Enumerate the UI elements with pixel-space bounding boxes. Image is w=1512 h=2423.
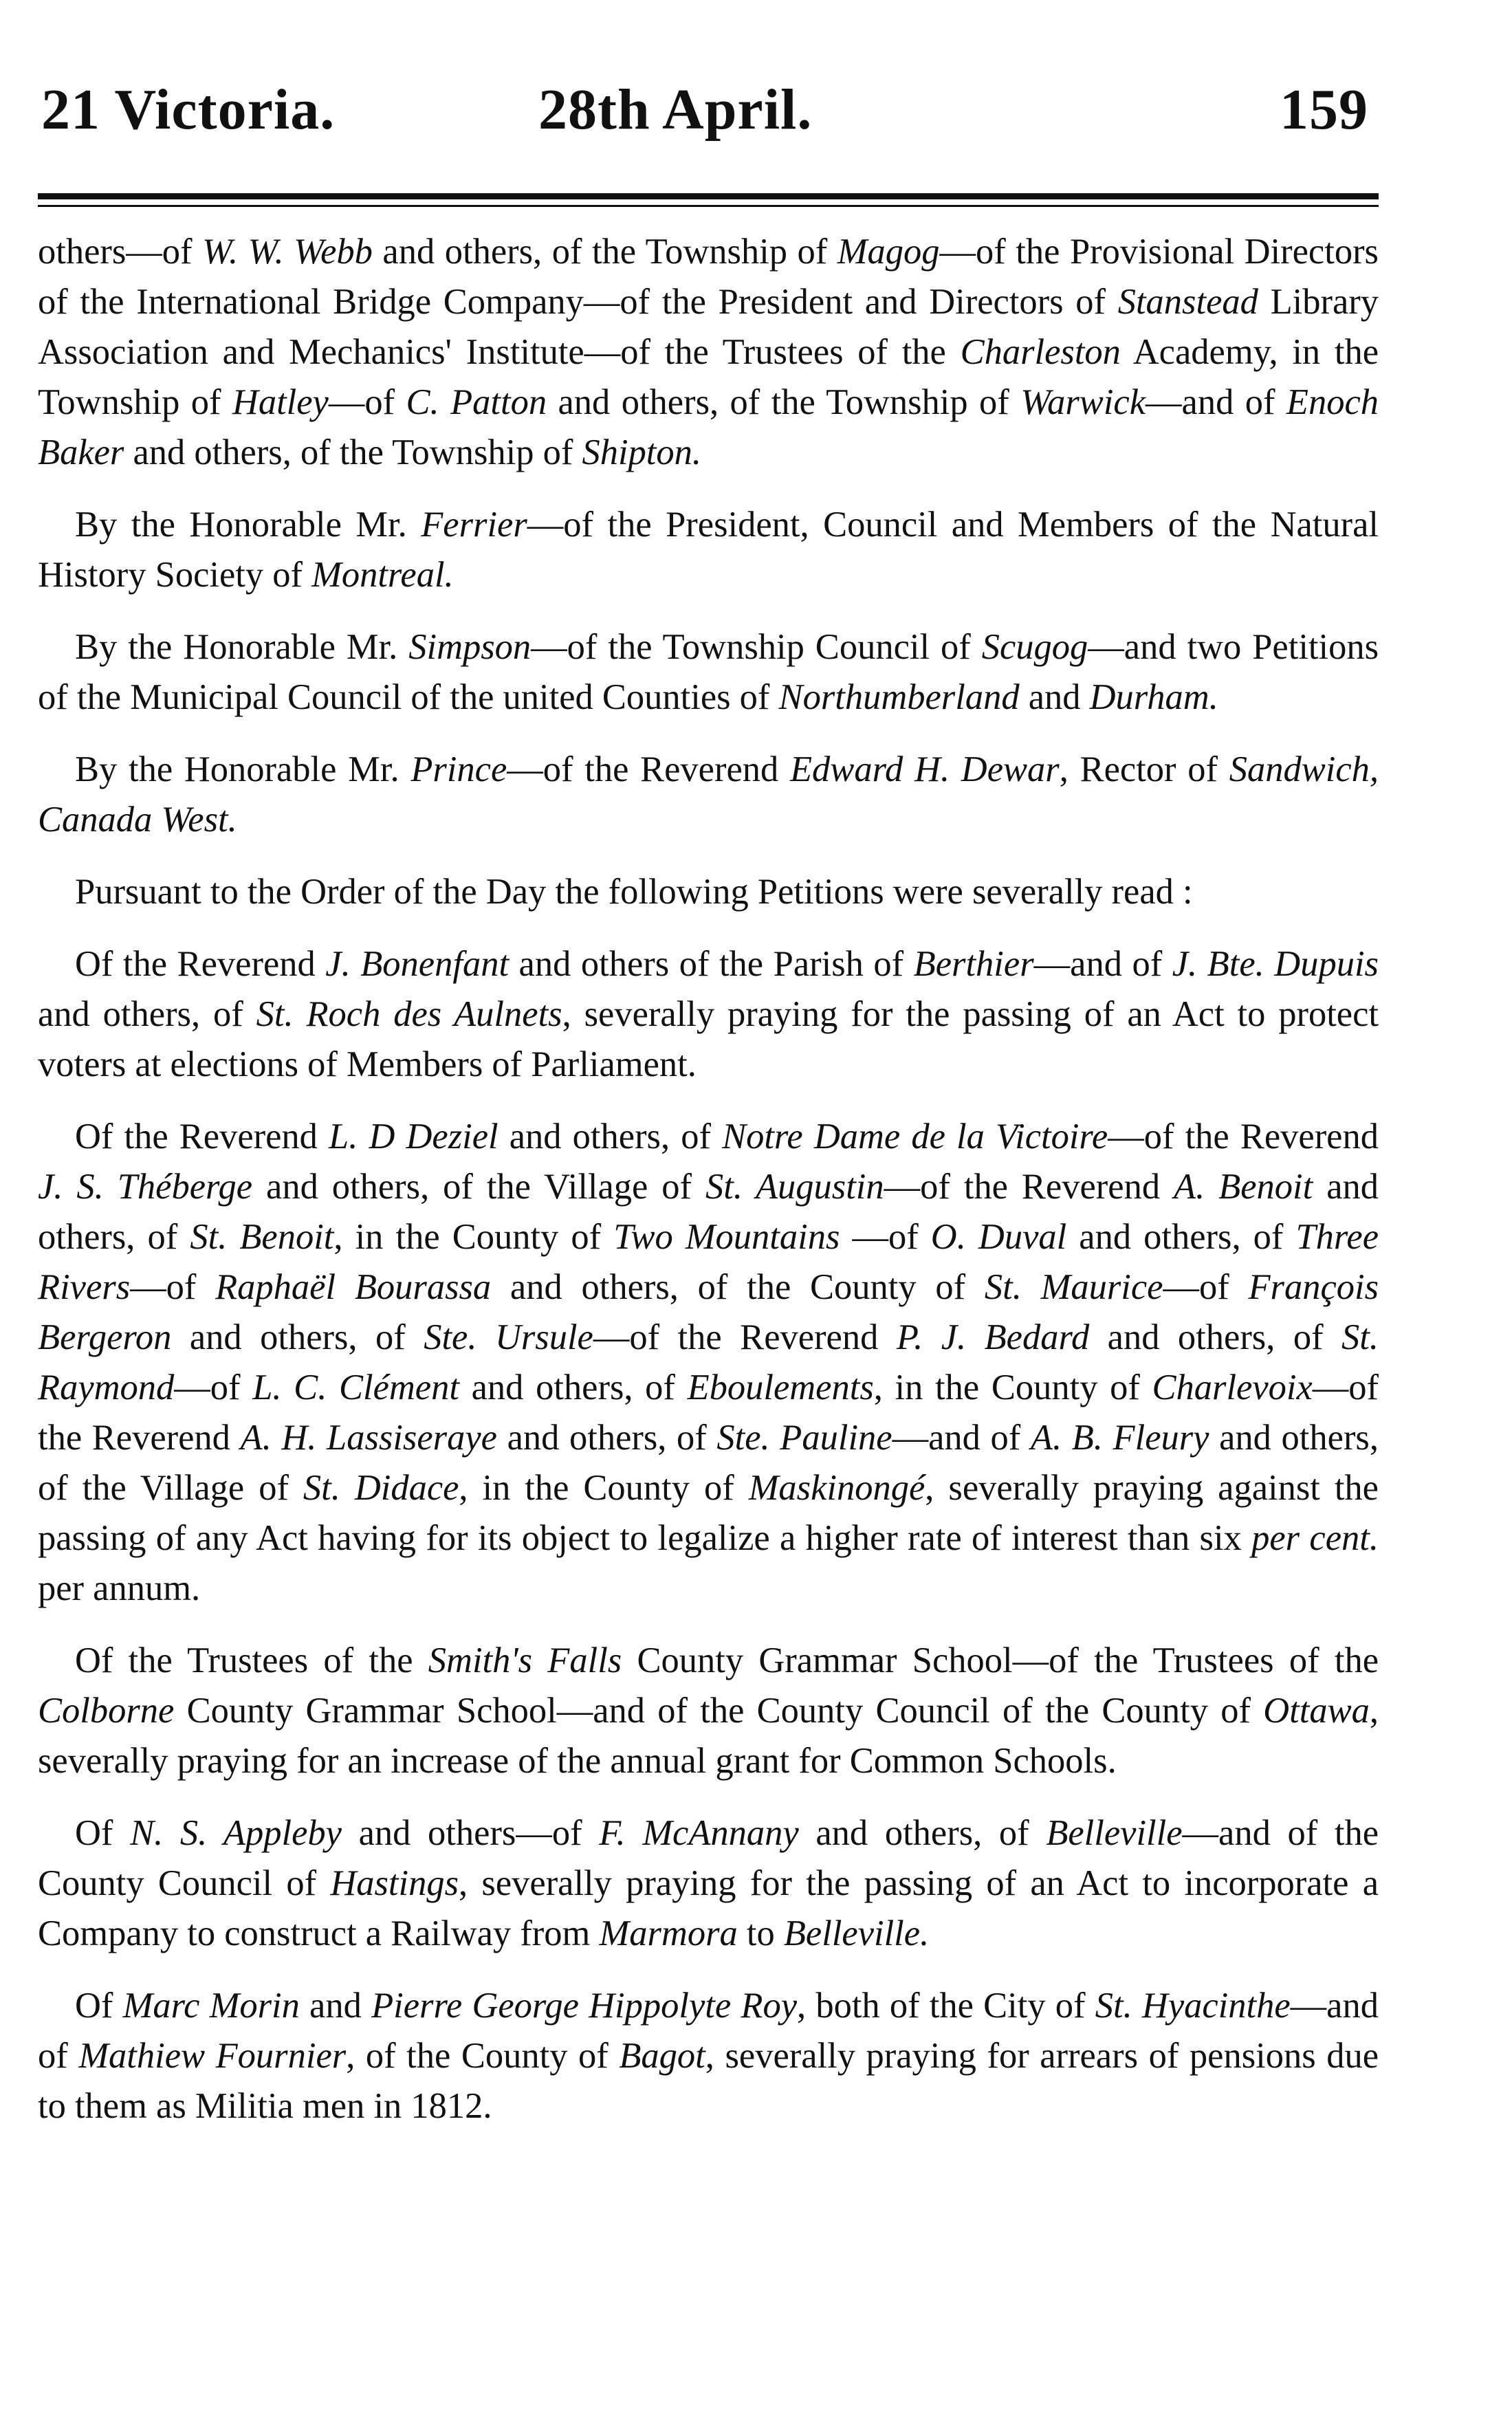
italic-name-run: P. J. Bedard — [896, 1317, 1090, 1357]
paragraph — [38, 1808, 1379, 1959]
text-run: , severally praying for the passing of an Act to protect voters at elections of Members of Parliament. — [38, 994, 1379, 1084]
italic-name-run: per cent. — [1251, 1518, 1379, 1558]
page-header — [41, 69, 1368, 151]
paragraph — [38, 1112, 1379, 1614]
text-run: , Rector of — [1059, 749, 1229, 789]
text-run: per annum. — [38, 1568, 201, 1608]
text-run: —of the Reverend — [507, 749, 790, 789]
italic-name-run: Edward H. Dewar — [789, 749, 1060, 789]
paragraph — [38, 867, 1379, 917]
text-run: and others, of — [798, 1813, 1047, 1853]
italic-name-run: F. McAnnany — [599, 1813, 799, 1853]
text-run: By the Honorable Mr. — [75, 749, 411, 789]
italic-name-run: Two Mountains — [613, 1217, 840, 1257]
text-run: —and of — [1033, 944, 1172, 984]
italic-name-run: A. Benoit — [1174, 1167, 1313, 1207]
italic-name-run: Ste. Ursule — [424, 1317, 593, 1357]
text-run: , in the County of — [873, 1368, 1152, 1407]
italic-name-run: St. Maurice — [984, 1267, 1163, 1307]
header-regnal-year: 21 Victoria. — [41, 78, 336, 142]
italic-name-run: Three Rivers — [38, 1217, 1379, 1307]
italic-name-run: C. Patton — [406, 382, 547, 422]
text-run: , severally praying for the passing of an Act to incorporate a Company to construct a Railway from — [38, 1863, 1379, 1953]
text-run: and others, of the Township of — [372, 232, 837, 272]
text-run: County Grammar School—of the Trustees of the — [622, 1641, 1379, 1680]
italic-name-run: Ste. Pauline — [716, 1418, 892, 1458]
text-run: —of the Reverend — [1108, 1117, 1379, 1156]
italic-name-run: Enoch Baker — [38, 382, 1379, 472]
header-date: 28th April. — [538, 78, 813, 142]
text-run: By the Honorable Mr. — [75, 505, 421, 545]
text-run: —of — [130, 1267, 216, 1307]
italic-name-run: Bagot — [619, 2036, 705, 2076]
text-run: Of — [75, 1813, 131, 1853]
text-run: and others, of — [38, 1167, 1379, 1257]
text-run: By the Honorable Mr. — [75, 627, 409, 667]
text-run: Library Association and Mechanics' Institute—of the Trustees of the — [38, 282, 1379, 372]
text-run: —of the Reverend — [884, 1167, 1174, 1207]
text-run: —of — [1163, 1267, 1249, 1307]
italic-name-run: Stanstead — [1117, 282, 1258, 322]
italic-name-run: St. Roch des Aulnets — [256, 994, 562, 1034]
body-text — [38, 227, 1379, 2153]
italic-name-run: Scugog — [981, 627, 1088, 667]
text-run: and others, of — [1066, 1217, 1296, 1257]
italic-name-run: Pierre George Hippolyte Roy — [371, 1986, 797, 2026]
text-run: and others, of the County of — [491, 1267, 985, 1307]
italic-name-run: Belleville — [1046, 1813, 1183, 1853]
text-run: —and of — [38, 1986, 1379, 2076]
text-run: —of the Reverend — [38, 1368, 1379, 1458]
paragraph — [38, 1981, 1379, 2131]
italic-name-run: Mathiew Fournier — [78, 2036, 347, 2076]
paragraph — [38, 939, 1379, 1090]
text-run: —and two Petitions of the Municipal Council of the united Counties of — [38, 627, 1379, 717]
text-run: and others, of — [459, 1368, 688, 1407]
text-run: , in the County of — [333, 1217, 614, 1257]
text-run: —of the Reverend — [593, 1317, 897, 1357]
italic-name-run: Simpson — [408, 627, 532, 667]
text-run: County Grammar School—and of the County Council of the County of — [174, 1691, 1264, 1731]
italic-name-run: Warwick — [1020, 382, 1146, 422]
italic-name-run: Eboulements — [687, 1368, 874, 1407]
italic-name-run: L. D Deziel — [329, 1117, 498, 1156]
italic-name-run: N. S. Appleby — [130, 1813, 342, 1853]
text-run: , of the County of — [346, 2036, 620, 2076]
text-run: and others, of the Township of — [124, 432, 582, 472]
text-run: Of the Reverend — [75, 944, 326, 984]
italic-name-run: L. C. Clément — [252, 1368, 459, 1407]
italic-name-run: Ferrier — [421, 505, 527, 545]
italic-name-run: Prince — [410, 749, 507, 789]
text-run: and others of the Parish of — [509, 944, 914, 984]
text-run: —of — [328, 382, 406, 422]
paragraph — [38, 622, 1379, 723]
paragraph — [38, 745, 1379, 845]
italic-name-run: Durham. — [1089, 677, 1218, 717]
italic-name-run: O. Duval — [930, 1217, 1067, 1257]
italic-name-run: Sandwich, Canada West. — [38, 749, 1379, 840]
italic-name-run: Marc Morin — [122, 1986, 300, 2026]
text-run: , both of the City of — [797, 1986, 1095, 2026]
italic-name-run: St. Hyacinthe — [1095, 1986, 1291, 2026]
text-run: and others, of the Village of — [252, 1167, 705, 1207]
text-run: —of — [174, 1368, 253, 1407]
italic-name-run: Marmora — [599, 1914, 738, 1953]
italic-name-run: François Bergeron — [38, 1267, 1379, 1357]
text-run: and others, of — [38, 994, 256, 1034]
italic-name-run: Ottawa — [1263, 1691, 1370, 1731]
paragraph — [38, 227, 1379, 478]
italic-name-run: J. Bonenfant — [325, 944, 510, 984]
header-page-number: 159 — [1280, 78, 1368, 142]
italic-name-run: St. Augustin — [705, 1167, 884, 1207]
text-run: , severally praying for arrears of pensions due to them as Militia men in 1812. — [38, 2036, 1379, 2126]
header-rule-thin — [38, 205, 1379, 207]
text-run: —of the Provisional Directors of the International Bridge Company—of the President and Directors of — [38, 232, 1379, 322]
italic-name-run: A. B. Fleury — [1030, 1418, 1209, 1458]
text-run: —and of the County Council of — [38, 1813, 1379, 1903]
italic-name-run: Colborne — [38, 1691, 175, 1731]
italic-name-run: Maskinongé — [748, 1468, 925, 1508]
text-run: , severally praying against the passing of any Act having for its object to legalize a higher rate of interest than six — [38, 1468, 1379, 1558]
text-run: Pursuant to the Order of the Day the following Petitions were severally read : — [75, 872, 1193, 912]
text-run: and — [1019, 677, 1090, 717]
text-run: and others, of the Township of — [547, 382, 1021, 422]
italic-name-run: Smith's Falls — [428, 1641, 622, 1680]
text-run: to — [737, 1914, 784, 1953]
text-run: and others, of the Village of — [38, 1418, 1379, 1508]
italic-name-run: Notre Dame de la Victoire — [722, 1117, 1108, 1156]
text-run: —of — [840, 1217, 931, 1257]
italic-name-run: A. H. Lassiseraye — [240, 1418, 497, 1458]
text-run: Academy, in the Township of — [38, 332, 1379, 422]
italic-name-run: Hastings — [330, 1863, 459, 1903]
italic-name-run: Shipton. — [582, 432, 702, 472]
italic-name-run: J. S. Théberge — [38, 1167, 253, 1207]
italic-name-run: St. Didace — [303, 1468, 459, 1508]
italic-name-run: St. Benoit — [190, 1217, 334, 1257]
italic-name-run: Northumberland — [778, 677, 1020, 717]
text-run: Of the Reverend — [75, 1117, 329, 1156]
italic-name-run: J. Bte. Dupuis — [1172, 944, 1379, 984]
text-run: others—of — [38, 232, 203, 272]
text-run: —and of — [1146, 382, 1286, 422]
italic-name-run: Montreal. — [311, 555, 454, 595]
italic-name-run: W. W. Webb — [202, 232, 373, 272]
italic-name-run: Charleston — [960, 332, 1121, 372]
italic-name-run: Berthier — [913, 944, 1034, 984]
text-run: —of the Township Council of — [531, 627, 982, 667]
text-run: —and of — [892, 1418, 1031, 1458]
italic-name-run: Hatley — [232, 382, 329, 422]
text-run: , severally praying for an increase of the annual grant for Common Schools. — [38, 1691, 1379, 1781]
text-run: —of the President, Council and Members of the Natural History Society of — [38, 505, 1379, 595]
text-run: Of — [75, 1986, 123, 2026]
italic-name-run: Raphaël Bourassa — [215, 1267, 492, 1307]
italic-name-run: Magog — [837, 232, 940, 272]
italic-name-run: Charlevoix — [1152, 1368, 1313, 1407]
paragraph — [38, 500, 1379, 600]
text-run: and — [299, 1986, 372, 2026]
italic-name-run: Belleville. — [783, 1914, 930, 1953]
text-run: and others, of — [171, 1317, 424, 1357]
header-rule-thick — [38, 193, 1379, 199]
paragraph — [38, 1636, 1379, 1786]
text-run: and others—of — [341, 1813, 600, 1853]
italic-name-run: St. Raymond — [38, 1317, 1379, 1407]
text-run: and others, of — [496, 1418, 717, 1458]
text-run: and others, of — [498, 1117, 723, 1156]
text-run: , in the County of — [459, 1468, 749, 1508]
text-run: and others, of — [1089, 1317, 1342, 1357]
text-run: Of the Trustees of the — [75, 1641, 428, 1680]
